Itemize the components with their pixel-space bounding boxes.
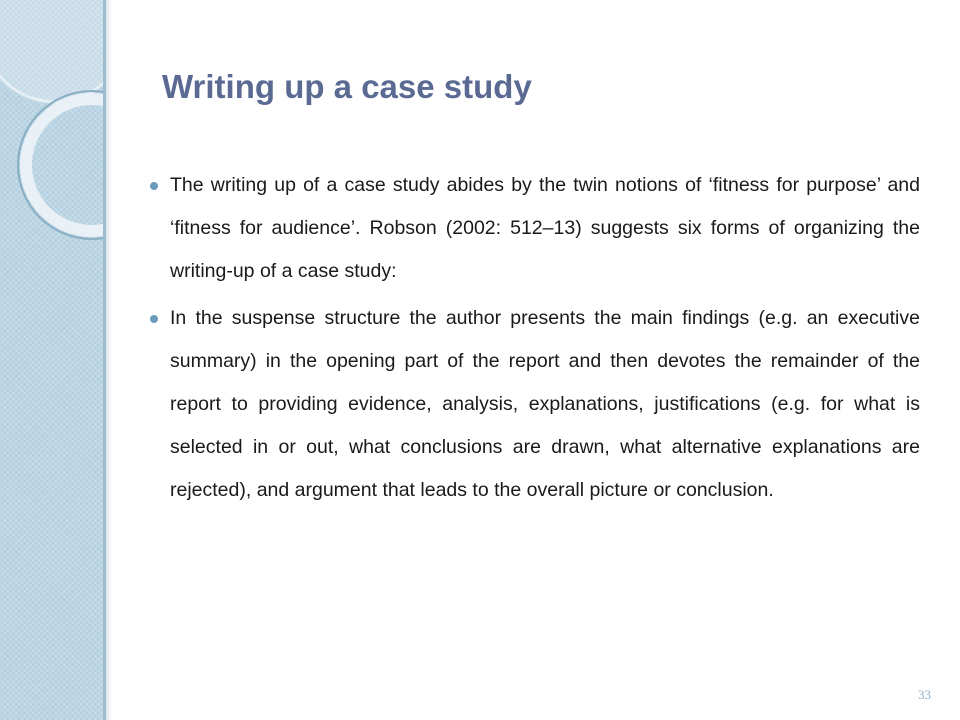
bullet-text: The writing up of a case study abides by the twin notions of ‘fitness for purpose’ and ‘fitness for audience’. Robson (2002: 512–13) suggests six forms of organizing the writing-up of a case study:	[170, 174, 920, 282]
bullet-text: In the suspense structure the author presents the main findings (e.g. an executive summary) in the opening part of the report and then devotes the remainder of the report to providing evidence, analysis, explanations, justifications (e.g. for what is selected in or out, what conclusions are drawn, what alternative explanations are rejected), and argument that leads to the overall picture or conclusion.	[170, 307, 920, 501]
bullet-list	[150, 164, 920, 516]
bullet-item	[150, 164, 920, 293]
decorative-circles	[0, 0, 106, 720]
bullet-dot-icon	[150, 315, 158, 323]
bullet-item	[150, 297, 920, 512]
page-number: 33	[918, 687, 931, 702]
decorative-sidebar	[0, 0, 106, 720]
slide-title: Writing up a case study	[162, 68, 532, 105]
sidebar-shadow	[106, 0, 112, 720]
bullet-dot-icon	[150, 182, 158, 190]
